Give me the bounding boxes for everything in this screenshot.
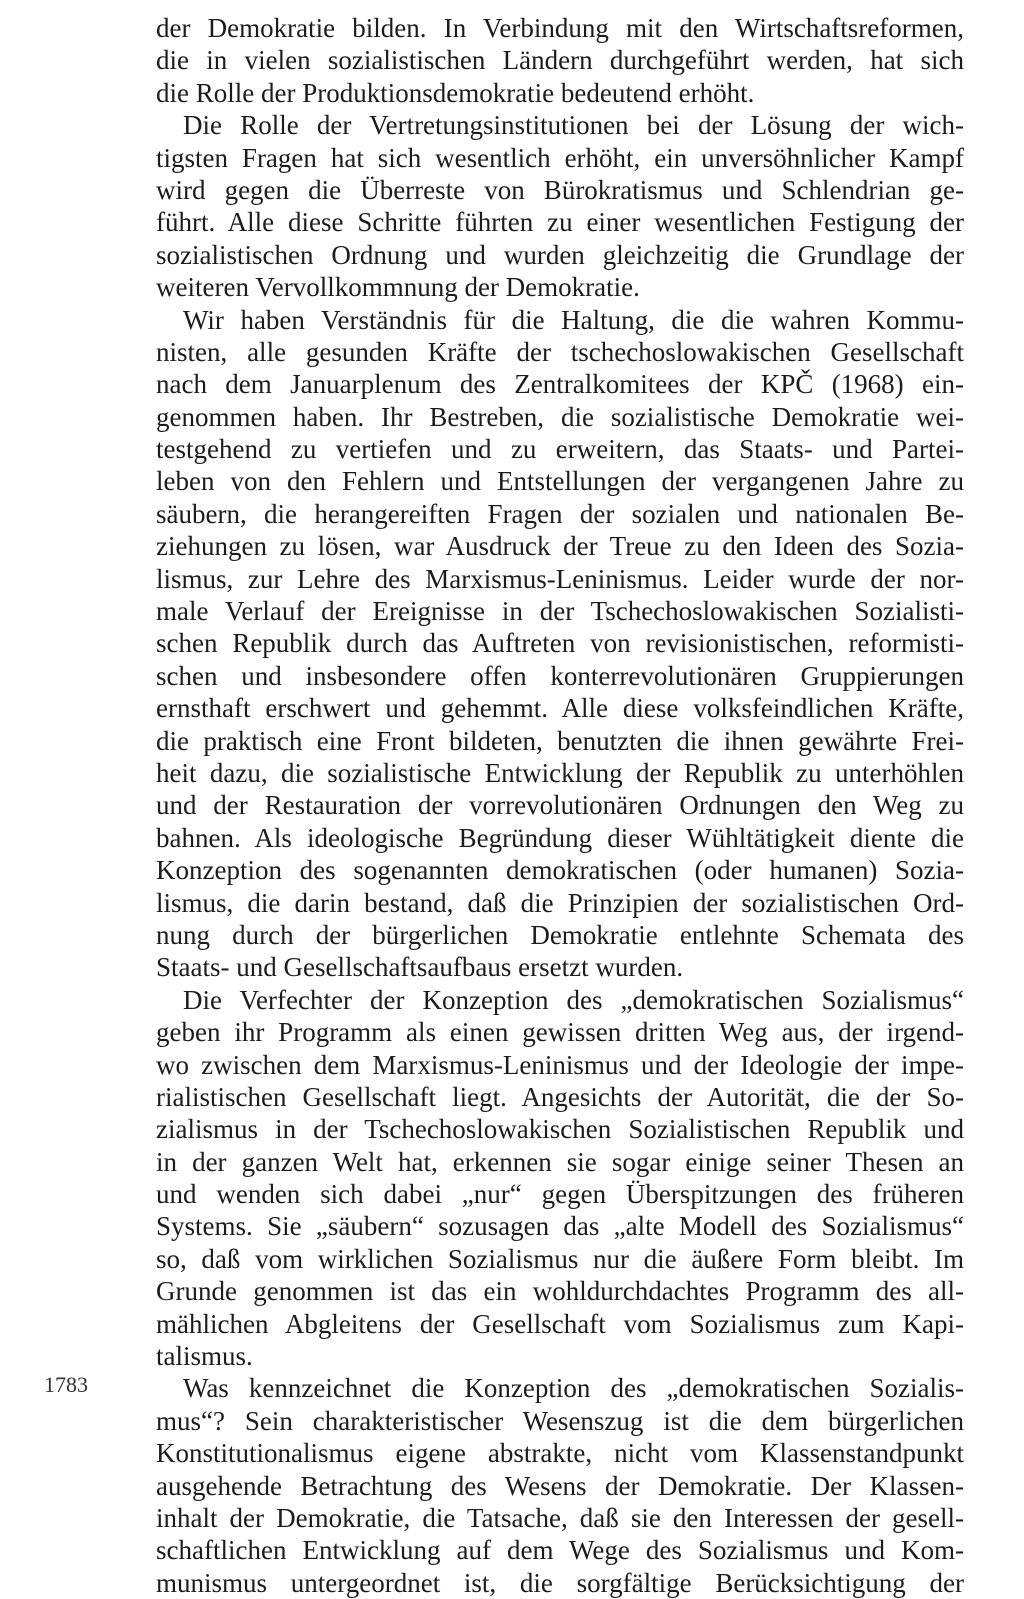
text-line: inhalt der Demokratie, die Tatsache, daß sie den Interessen der gesell- — [156, 1502, 964, 1533]
text-line: talismus. — [156, 1341, 253, 1372]
text-line: munismus untergeordnet ist, die sorgfältige Berücksichtigung der — [156, 1567, 964, 1598]
text-line: schaftlichen Entwicklung auf dem Wege des Sozialismus und Kom- — [156, 1535, 964, 1566]
text-line: Grunde genommen ist das ein wohldurchdachtes Programm des all- — [156, 1276, 964, 1307]
text-line: Wir haben Verständnis für die Haltung, die die wahren Kommu- — [183, 304, 964, 335]
text-line: male Verlauf der Ereignisse in der Tschechoslowakischen Sozialisti- — [156, 596, 964, 627]
text-line: zialismus in der Tschechoslowakischen Sozialistischen Republik und — [156, 1114, 964, 1145]
text-line: weiteren Vervollkommnung der Demokratie. — [156, 272, 640, 303]
text-line: in der ganzen Welt hat, erkennen sie sogar einige seiner Thesen an — [156, 1146, 964, 1177]
text-line: rialistischen Gesellschaft liegt. Angesichts der Autorität, die der So- — [156, 1081, 964, 1112]
text-line: testgehend zu vertiefen und zu erweitern, das Staats- und Partei- — [156, 434, 964, 465]
text-line: ziehungen zu lösen, war Ausdruck der Treue zu den Ideen des Sozia- — [156, 531, 964, 562]
text-line: und der Restauration der vorrevolutionären Ordnungen den Weg zu — [156, 790, 964, 821]
text-line: bahnen. Als ideologische Begründung dieser Wühltätigkeit diente die — [156, 822, 964, 853]
text-line: ernsthaft erschwert und gehemmt. Alle diese volksfeindlichen Kräfte, — [156, 693, 964, 724]
text-line: ausgehende Betrachtung des Wesens der Demokratie. Der Klassen- — [156, 1470, 964, 1501]
text-line: Die Verfechter der Konzeption des „demokratischen Sozialismus“ — [183, 984, 964, 1015]
text-line: sozialistischen Ordnung und wurden gleichzeitig die Grundlage der — [156, 239, 964, 270]
text-line: lismus, die darin bestand, daß die Prinzipien der sozialistischen Ord- — [156, 887, 964, 918]
body-text — [156, 12, 964, 1599]
page-number: 1783 — [44, 1372, 88, 1397]
text-line: Staats- und Gesellschaftsaufbaus ersetzt wurden. — [156, 952, 684, 983]
text-line: und wenden sich dabei „nur“ gegen Überspitzungen des früheren — [156, 1179, 964, 1210]
text-line: genommen haben. Ihr Bestreben, die sozialistische Demokratie wei- — [156, 401, 964, 432]
text-line: führt. Alle diese Schritte führten zu einer wesentlichen Festigung der — [156, 207, 964, 238]
text-line: schen und insbesondere offen konterrevolutionären Gruppierungen — [156, 660, 964, 691]
text-line: Systems. Sie „säubern“ sozusagen das „alte Modell des Sozialismus“ — [156, 1211, 964, 1242]
text-line: mählichen Abgleitens der Gesellschaft vom Sozialismus zum Kapi- — [156, 1308, 964, 1339]
text-line: heit dazu, die sozialistische Entwicklung der Republik zu unterhöhlen — [156, 757, 964, 788]
text-line: Die Rolle der Vertretungsinstitutionen bei der Lösung der wich- — [183, 110, 964, 141]
text-line: geben ihr Programm als einen gewissen dritten Weg aus, der irgend- — [156, 1017, 964, 1048]
text-line: leben von den Fehlern und Entstellungen der vergangenen Jahre zu — [156, 466, 964, 497]
text-line: Konzeption des sogenannten demokratischen (oder humanen) Sozia- — [156, 855, 964, 886]
text-line: lismus, zur Lehre des Marxismus-Leninismus. Leider wurde der nor- — [156, 563, 964, 594]
text-line: wird gegen die Überreste von Bürokratismus und Schlendrian ge- — [156, 174, 964, 205]
text-line: so, daß vom wirklichen Sozialismus nur die äußere Form bleibt. Im — [156, 1243, 964, 1274]
text-line: die praktisch eine Front bildeten, benutzten die ihnen gewährte Frei- — [156, 725, 964, 756]
text-line: die Rolle der Produktionsdemokratie bedeutend erhöht. — [156, 77, 755, 108]
text-line: nung durch der bürgerlichen Demokratie entlehnte Schemata des — [156, 919, 964, 950]
text-line: wo zwischen dem Marxismus-Leninismus und der Ideologie der impe- — [156, 1049, 964, 1080]
text-line: mus“? Sein charakteristischer Wesenszug ist die dem bürgerlichen — [156, 1405, 964, 1436]
text-line: der Demokratie bilden. In Verbindung mit den Wirtschaftsreformen, — [156, 13, 964, 43]
text-line: nisten, alle gesunden Kräfte der tschechoslowakischen Gesellschaft — [156, 336, 964, 367]
text-line: die in vielen sozialistischen Ländern durchgeführt werden, hat sich — [156, 45, 964, 76]
text-line: Was kennzeichnet die Konzeption des „demokratischen Sozialis- — [183, 1373, 964, 1404]
text-line: nach dem Januarplenum des Zentralkomitees der KPČ (1968) ein- — [156, 369, 964, 400]
text-line: Konstitutionalismus eigene abstrakte, nicht vom Klassenstandpunkt — [156, 1438, 964, 1469]
text-line: schen Republik durch das Auftreten von revisionistischen, reformisti- — [156, 628, 964, 659]
text-line: säubern, die herangereiften Fragen der sozialen und nationalen Be- — [156, 498, 964, 529]
text-line: tigsten Fragen hat sich wesentlich erhöht, ein unversöhnlicher Kampf — [156, 142, 964, 173]
